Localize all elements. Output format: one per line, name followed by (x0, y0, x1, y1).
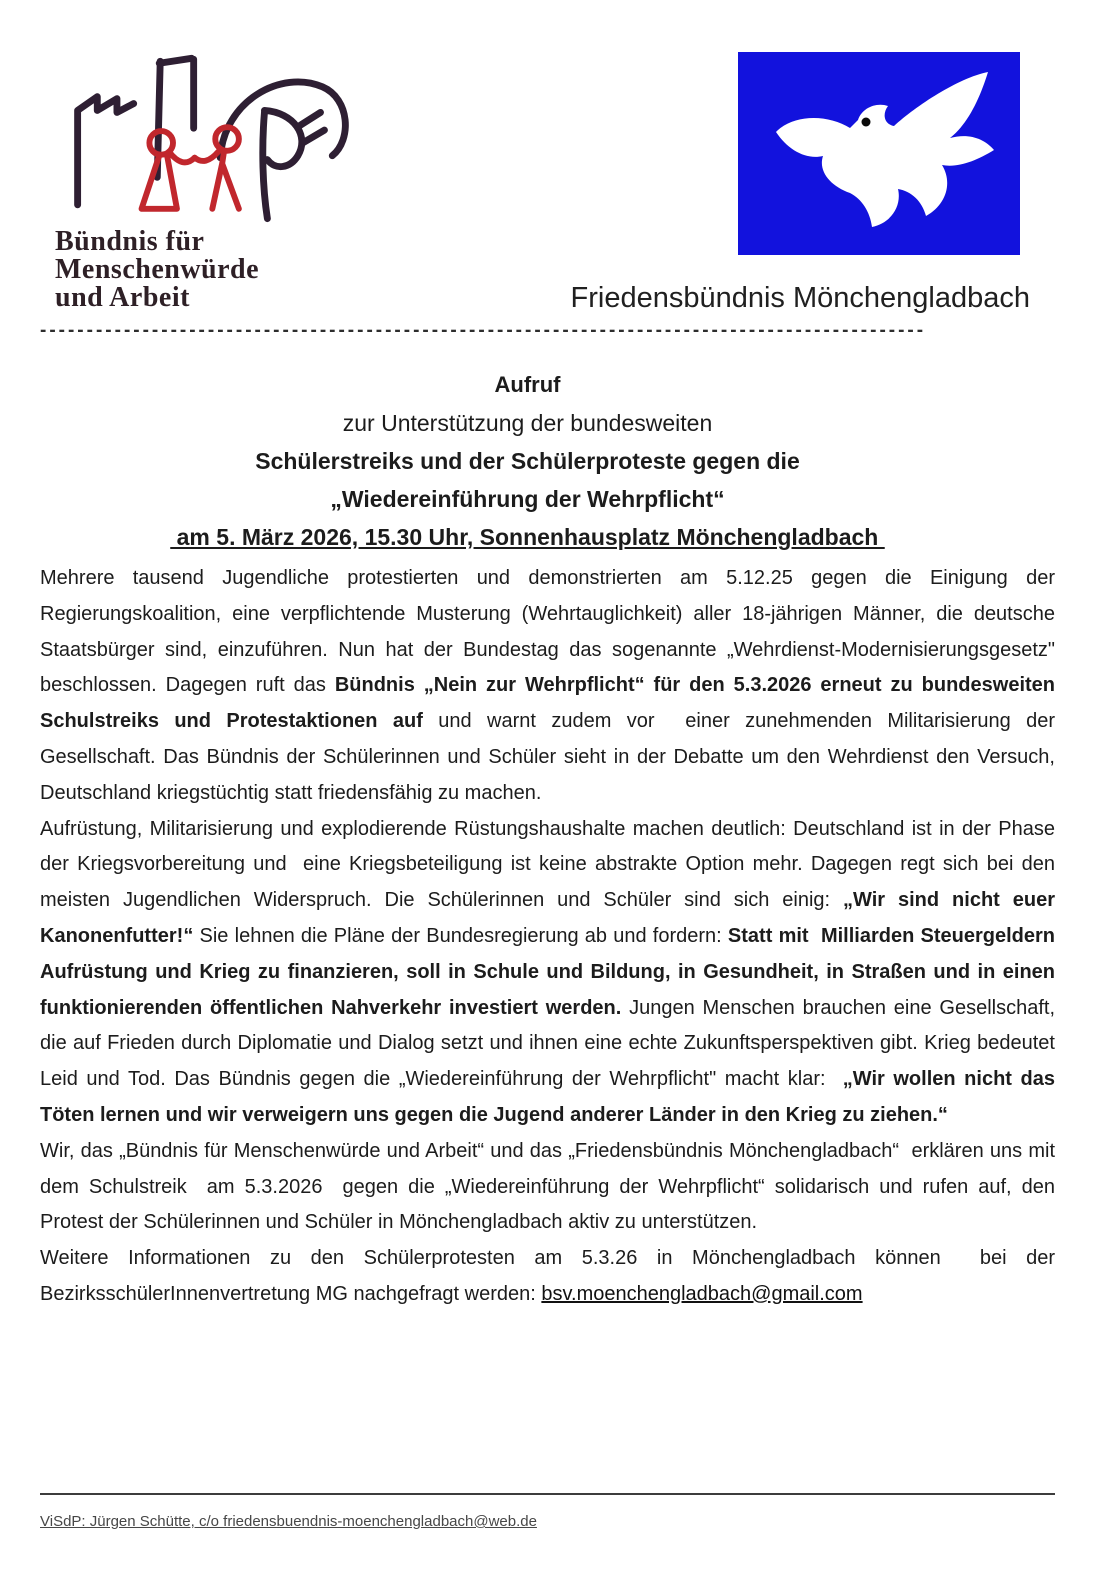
text-run: Bündnis „Nein zur Wehrpflicht“ für den 5.3.2026 erneut zu bundesweiten Schulstreiks und Protestaktionen auf (40, 674, 1061, 733)
text-run: Wir, das „Bündnis für Menschenwürde und Arbeit“ und das „Friedensbündnis Mönchengladbach“ erklären uns mit dem Schulstreik am 5.3.2026 gegen die „Wiedereinführung der Wehrpflicht“ solidarisch und rufen auf, den Protest der Schülerinnen und Schüler in Mönchengladbach aktiv zu unterstützen. (40, 1139, 1061, 1234)
dove-icon (738, 52, 1020, 255)
title-block (40, 366, 1015, 556)
footer-divider (40, 1493, 1055, 1495)
text-run: und warnt zudem vor einer zunehmenden Militarisierung der Gesellschaft. Das Bündnis der Schülerinnen und Schüler sieht in der Debatte um den Wehrdienst den Versuch, Deutschland kriegstüchtig statt friedensfähig zu machen. (40, 710, 1061, 804)
title-line4: „Wiedereinführung der Wehrpflicht“ (330, 486, 725, 512)
title-line3: Schülerstreiks und der Schülerproteste gegen die (255, 448, 800, 474)
paragraph (40, 1134, 1061, 1241)
text-run: Aufrüstung, Militarisierung und explodierende Rüstungshaushalte machen deutlich: Deutschland ist in der Phase der Kriegsvorbereitung und eine Kriegsbeteiligung ist keine abstrakte Option mehr. Dagegen regt sich bei den meisten Jugendlichen Widerspruch. Die Schülerinnen und Schüler sind sich einig: (40, 817, 1061, 912)
wordmark-line: Menschenwürde (55, 254, 260, 285)
friedensbuendnis-caption: Friedensbündnis Mönchengladbach (570, 282, 1030, 314)
body-text (40, 561, 1061, 1313)
dashed-divider: ----------------------------------------------------------------------------------------------- (40, 320, 927, 341)
email-link[interactable]: bsv.moenchengladbach@gmail.com (541, 1282, 863, 1305)
wordmark-line: und Arbeit (55, 282, 190, 313)
peace-dove-logo (738, 52, 1020, 255)
text-run: Sie lehnen die Pläne der Bundesregierung ab und fordern: (193, 924, 728, 947)
buendnis-wordmark (55, 228, 365, 312)
paragraph (40, 1241, 1061, 1313)
wordmark-line: Bündnis für (55, 226, 205, 257)
buendnis-logo (55, 48, 365, 312)
title-subtitle: zur Unterstützung der bundesweiten (342, 410, 713, 436)
text-run: Mehrere tausend Jugendliche protestierten und demonstrierten am 5.12.25 gegen die Einigung der Regierungskoalition, eine verpflichtende Musterung (Wehrtauglichkeit) aller 18-jährigen Männer, die deutsche Staatsbürger sind, einzuführen. Nun hat der Bundestag das sogenannte „Wehrdienst-Modernisierungsgesetz" beschlossen. Dagegen ruft das (40, 567, 1061, 697)
text-run: „Wir sind nicht euer Kanonenfutter!“ (40, 889, 1061, 947)
text-run: „Wir wollen nicht das Töten lernen und wir verweigern uns gegen die Jugend anderer Länder in den Krieg zu ziehen.“ (40, 1068, 1061, 1126)
text-run: Jungen Menschen brauchen eine Gesellschaft, die auf Frieden durch Diplomatie und Dialog setzt und ihnen eine echte Zukunftsperspektiven gibt. Krieg bedeutet Leid und Tod. Das Bündnis gegen die „Wiedereinführung der Wehrpflicht" macht klar: (40, 996, 1061, 1091)
factory-outline (78, 58, 194, 205)
hand-outline (220, 82, 345, 219)
paragraph (40, 812, 1061, 1134)
text-run: Statt mit Milliarden Steuergeldern Aufrüstung und Krieg zu finanzieren, soll in Schule und Bildung, in Gesundheit, in Straßen und in einen funktionierenden öffentlichen Nahverkehr investiert werden. (40, 924, 1061, 1019)
dove-eye (862, 118, 871, 127)
title-aufruf: Aufruf (494, 372, 561, 397)
title-date-place: am 5. März 2026, 15.30 Uhr, Sonnenhausplatz Mönchengladbach (170, 524, 885, 550)
factory-figures-sketch (55, 48, 350, 226)
text-run: Weitere Informationen zu den Schülerprotesten am 5.3.26 in Mönchengladbach können bei der BezirksschülerInnenvertretung MG nachgefragt werden: (40, 1247, 1061, 1305)
visdp-line: ViSdP: Jürgen Schütte, c/o friedensbuendnis-moenchengladbach@web.de (40, 1513, 537, 1530)
paragraph (40, 561, 1061, 812)
